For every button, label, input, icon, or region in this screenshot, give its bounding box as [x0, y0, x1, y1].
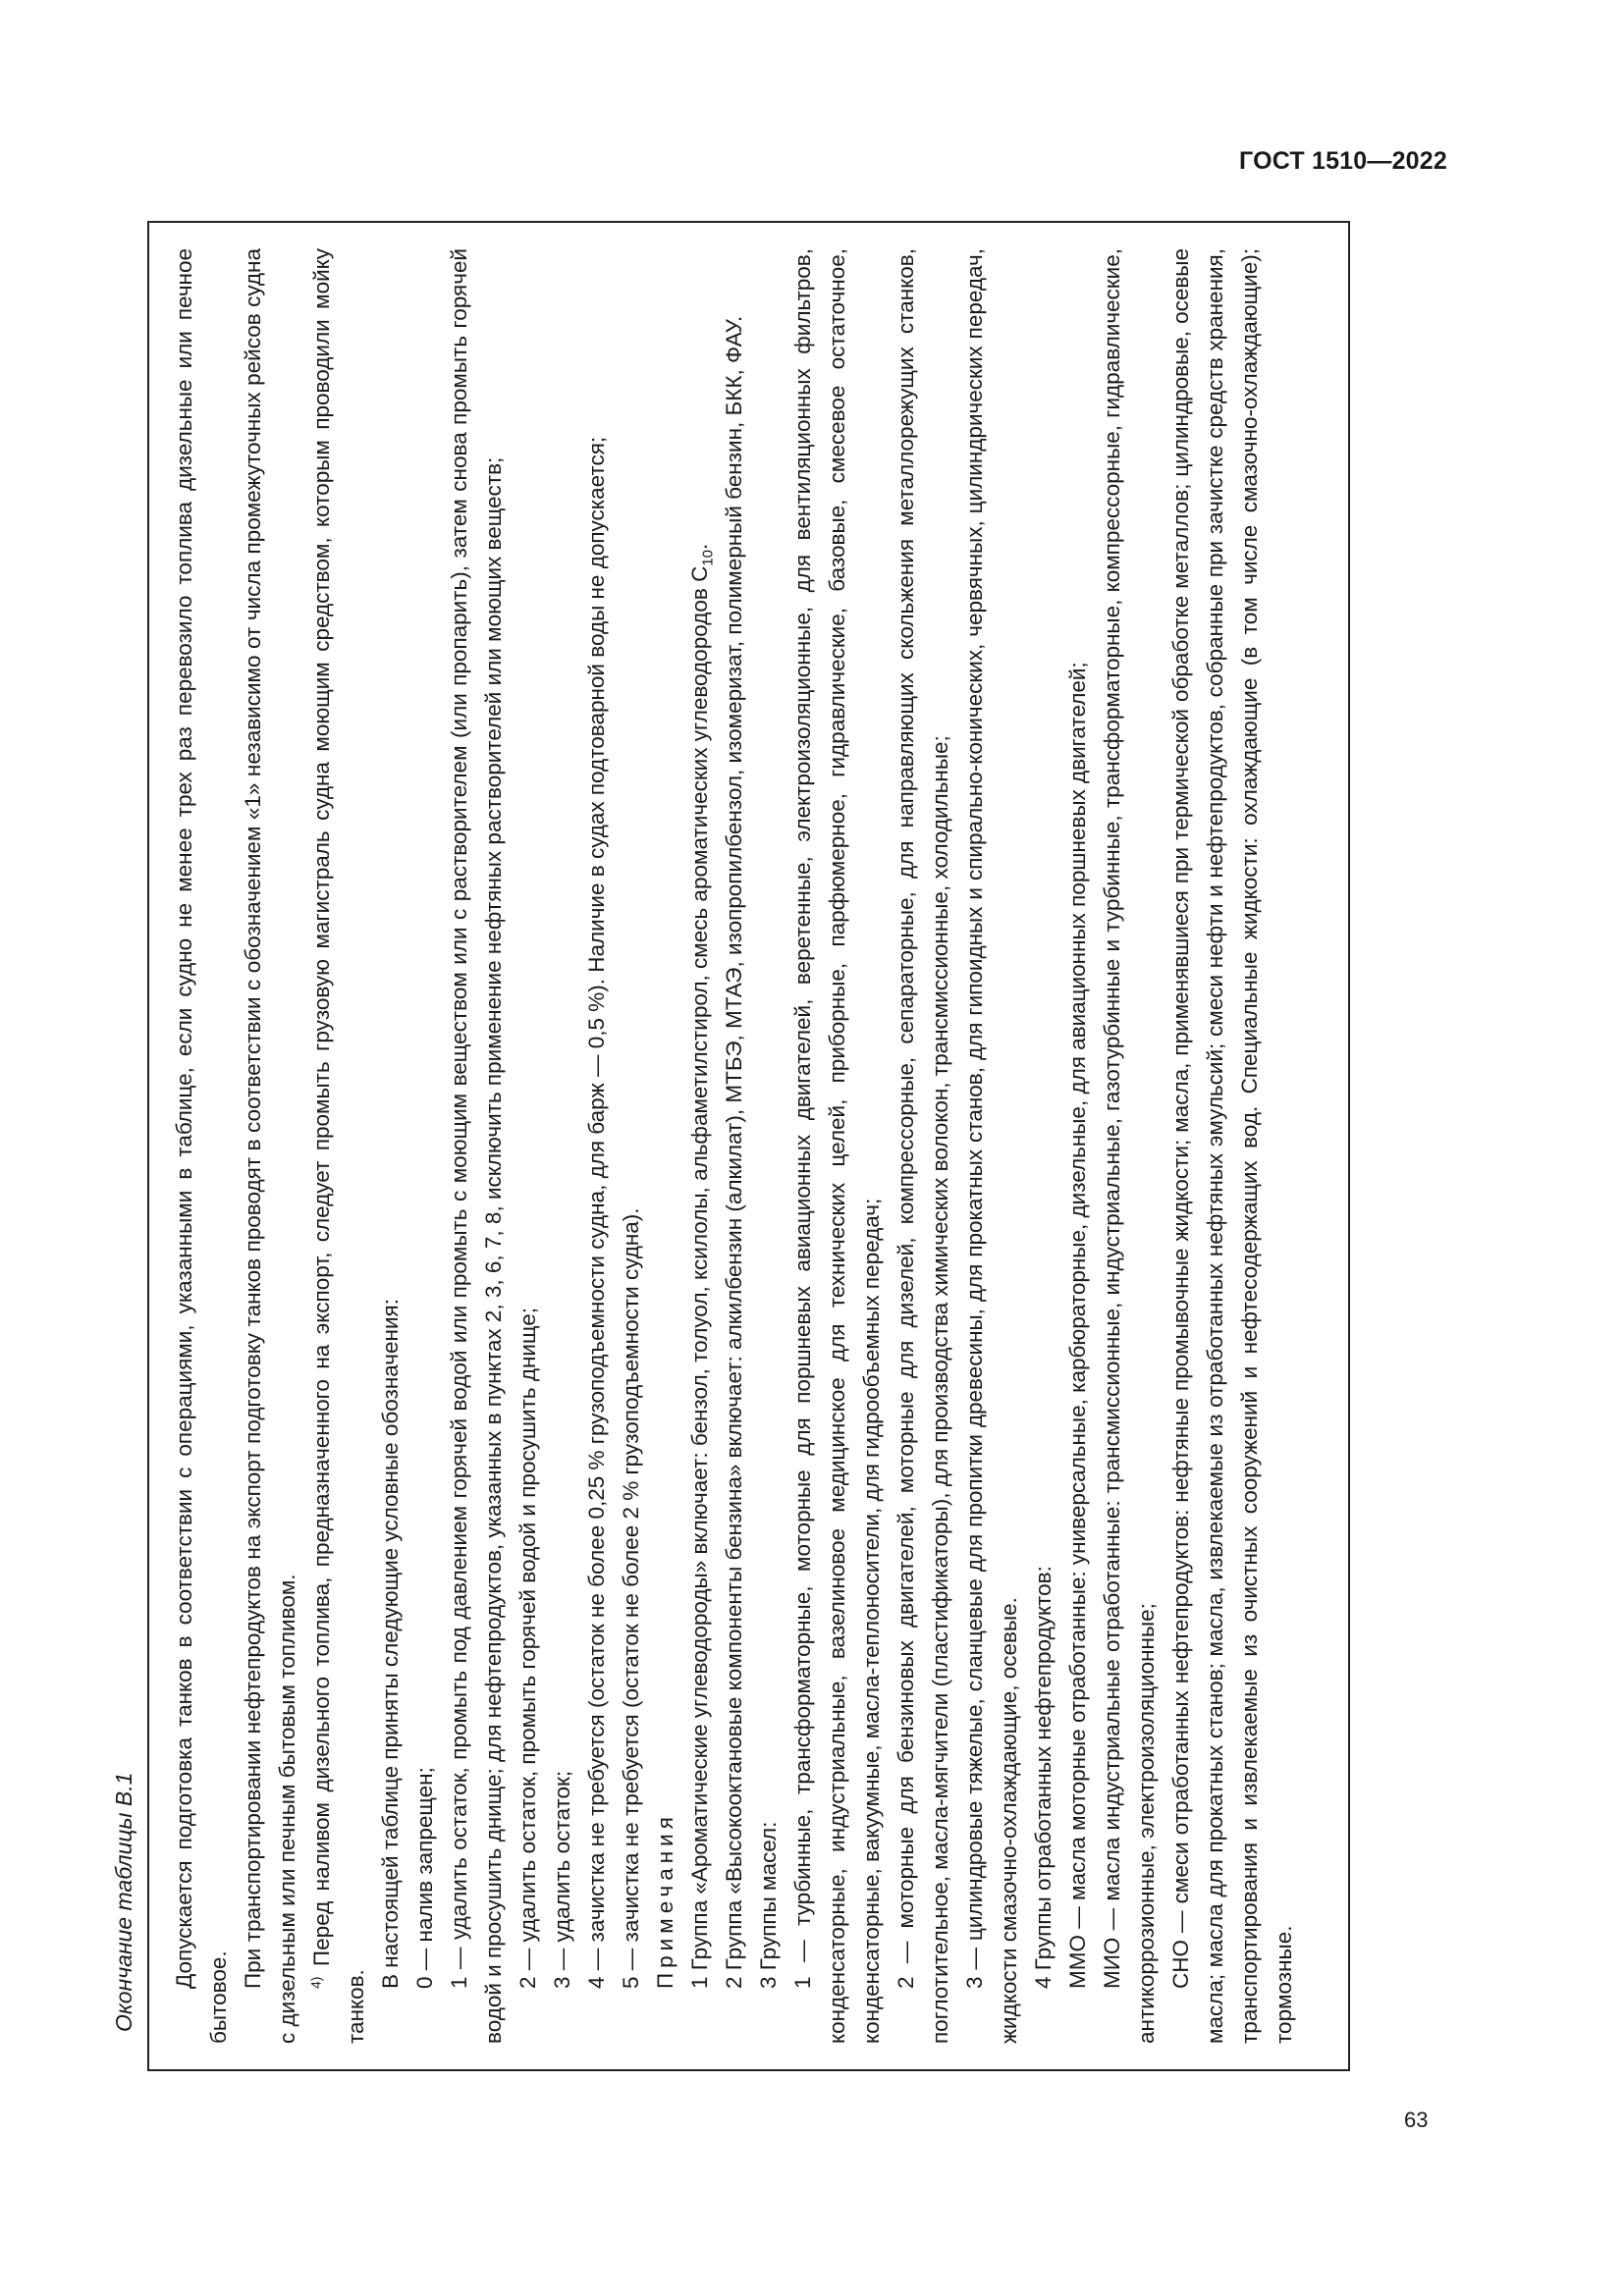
legend-item-1: 1 — удалить остаток, промыть под давлением горячей водой или промыть с моющим веществом или с растворителем (или пропарить), затем снова промыть горячей водой и просушить днище; для нефтепродуктов, указанных в пунктах 2, 3, 6, 7, 8, исключить применение нефтяных растворителей или моющих веществ;: [447, 248, 506, 2044]
page-number: 63: [1404, 2108, 1429, 2132]
note-1-text: 1 Группа «Ароматические углеводороды» включает: бензол, толуол, ксилолы, альфаметилстирол, смесь ароматических углеводородов С: [687, 565, 712, 1989]
paragraph-text: Перед наливом дизельного топлива, предназначенного на экспорт, следует промыть грузовую магистраль судна моющим средством, которым проводили мойку танков.: [309, 248, 368, 2044]
table-notes-cell: [147, 221, 1350, 2071]
legend-item-5: 5 — зачистка не требуется (остаток не более 2 % грузоподъемности судна).: [619, 1207, 643, 1989]
note-1: [682, 248, 717, 2044]
table-caption: Окончание таблицы В.1: [111, 1772, 136, 2032]
waste-group-mio: МИО — масла индустриальные отработанные: трансмиссионные, индустриальные, газотурбинные и турбинные, трансформаторные, компрессорные, гидравлические, антикоррозионные, электроизоляционные;: [1100, 248, 1159, 2044]
legend-item-0: 0 — налив запрещен;: [412, 1767, 437, 1989]
legend-item-4: 4 — зачистка не требуется (остаток не более 0,25 % грузоподъемности судна, для барж — 0,5 %). Наличие в судах подтоварной воды не допускается;: [584, 436, 609, 1989]
notes-heading: Примечания: [653, 1812, 677, 1989]
paragraph: Допускается подготовка танков в соответствии с операциями, указанными в таблице, если судно не менее трех раз перевозило топлива дизельные или печное бытовое.: [172, 248, 231, 2044]
note-4: 4 Группы отработанных нефтепродуктов:: [1031, 1566, 1056, 1989]
note-1-subscript: 10: [699, 549, 717, 566]
oil-group-3: 3 — цилиндровые тяжелые, сланцевые для пропитки древесины, для прокатных станов, для гипоидных и спирально-конических, червячных, цилиндрических передач, жидкости смазочно-охлаждающие, осевые.: [962, 248, 1021, 2044]
footnote-mark: 4): [307, 1976, 324, 1989]
waste-group-mmo: ММО — масла моторные отработанные: универсальные, карбюраторные, дизельные, для авиационных поршневых двигателей;: [1065, 662, 1090, 1989]
document-header: ГОСТ 1510—2022: [1239, 147, 1447, 175]
oil-group-2: 2 — моторные для бензиновых двигателей, моторные для дизелей, компрессорные, сепараторные, для направляющих скольжения металлорежущих станков, поглотительное, масла-мягчители (пластификаторы), для производства химических волокон, трансмиссионные, холодильные;: [893, 248, 952, 2044]
oil-group-1: 1 — турбинные, трансформаторные, моторные для поршневых авиационных двигателей, веретенные, электроизоляционные, для вентиляционных фильтров, конденсаторные, индустриальные, вазелиновое медицинское для технических целей, приборные, парфюмерное, гидравлические, базовые, смесевое остаточное, конденсаторные, вакуумные, масла-теплоносители, для гидрообъемных передач;: [790, 248, 884, 2044]
legend-intro: В настоящей таблице приняты следующие условные обозначения:: [378, 1299, 403, 1989]
paragraph: При транспортировании нефтепродуктов на экспорт подготовку танков проводят в соответствии с обозначением «1» независимо от числа промежуточных рейсов судна с дизельным или печным бытовым топливом.: [241, 248, 299, 2044]
waste-group-sno: СНО — смеси отработанных нефтепродуктов: нефтяные промывочные жидкости; масла, применявшиеся при термической обработке металлов; цилиндровые, осевые масла; масла для прокатных станов; масла, извлекаемые из отработанных нефтяных эмульсий; смеси нефти и нефтепродуктов, собранные при зачистке средств хранения, транспортирования и извлекаемые из очистных сооружений и нефтесодержащих вод. Специальные жидкости: охлаждающие (в том числе смазочно-охлаждающие); тормозные.: [1168, 248, 1296, 2044]
note-1-end: .: [687, 543, 712, 550]
note-3: 3 Группы масел:: [756, 1821, 781, 1989]
legend-item-3: 3 — удалить остаток;: [550, 1770, 574, 1989]
note-2: 2 Группа «Высокооктановые компоненты бензина» включает: алкилбензин (алкилат), МТБЭ, МТАЭ, изопропилбензол, изомеризат, полимерный бензин, БКК, ФАУ.: [722, 315, 746, 1989]
paragraph-footnote-4: [304, 248, 373, 2044]
legend-item-2: 2 — удалить остаток, промыть горячей водой и просушить днище;: [515, 1308, 540, 1989]
